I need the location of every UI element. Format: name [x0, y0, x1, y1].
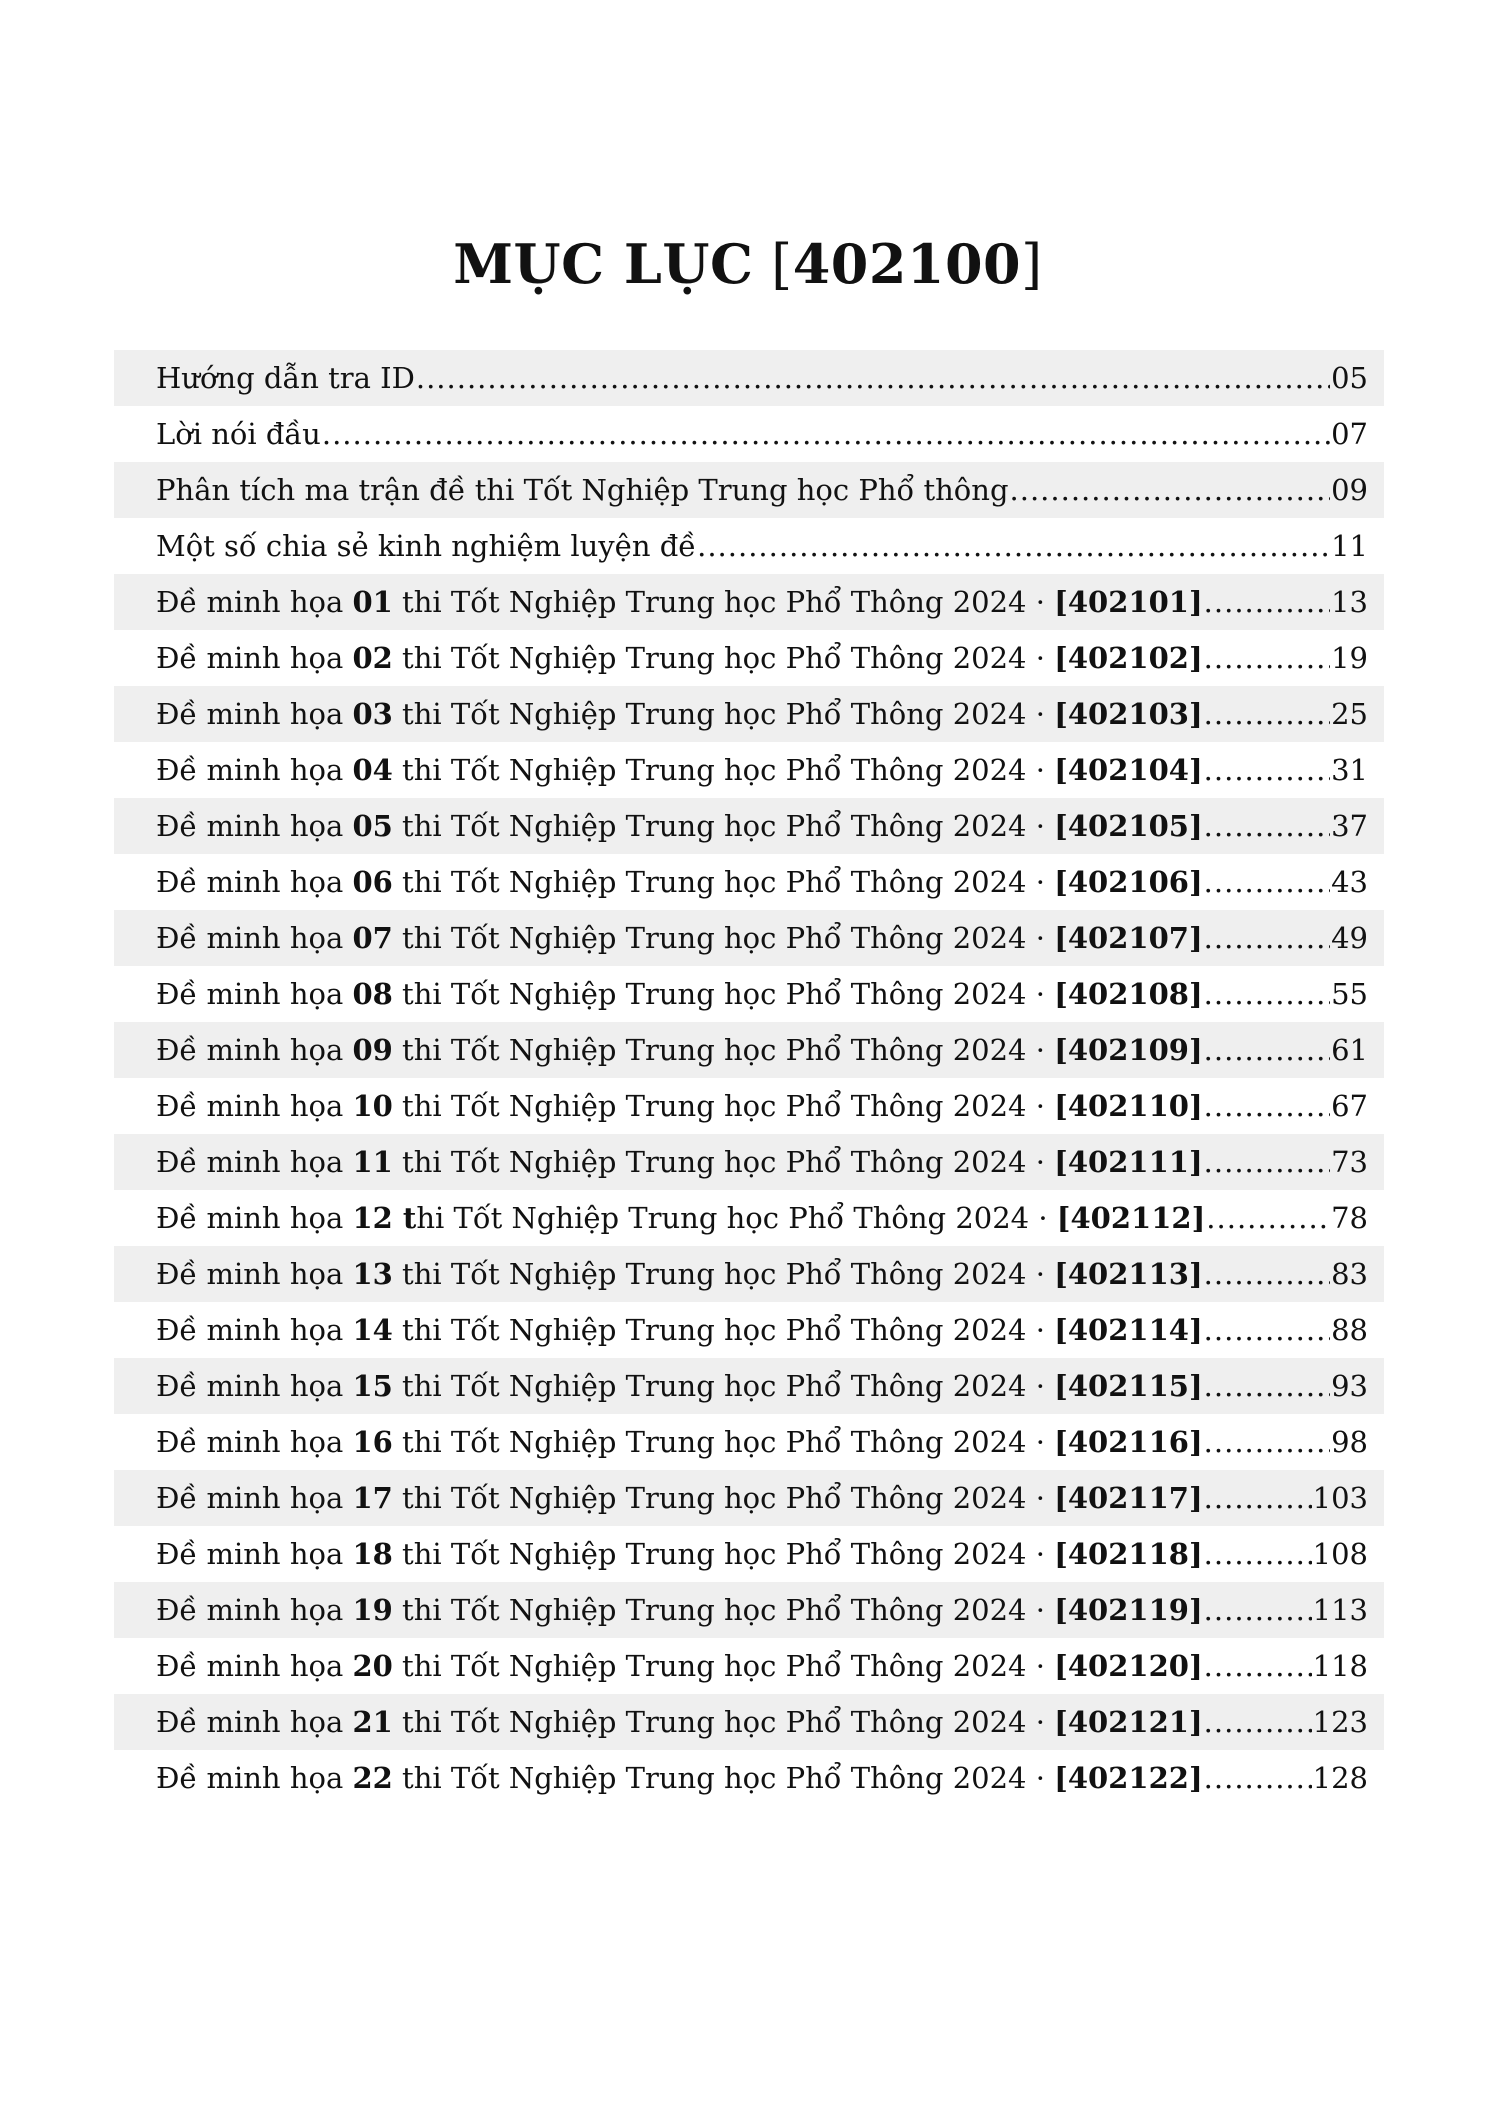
toc-entry-title: Lời nói đầu	[156, 417, 321, 451]
entry-description: thi Tốt Nghiệp Trung học Phổ Thông 2024 ·	[392, 1649, 1055, 1683]
toc-page-number: 13	[1331, 585, 1368, 619]
toc-entry-title	[156, 753, 1203, 787]
dot-leader	[1204, 1705, 1312, 1739]
toc-page-number: 113	[1312, 1593, 1368, 1627]
entry-prefix: Đề minh họa	[156, 1761, 353, 1795]
dot-leader	[1204, 697, 1330, 731]
exam-id: [402105]	[1054, 809, 1203, 843]
toc-page-number: 93	[1331, 1369, 1368, 1403]
toc-entry[interactable]	[114, 1470, 1384, 1526]
title-bracket-open: [	[753, 233, 793, 296]
entry-description: thi Tốt Nghiệp Trung học Phổ Thông 2024 ·	[392, 1313, 1055, 1347]
toc-entry[interactable]	[114, 1750, 1384, 1806]
dot-leader	[697, 529, 1330, 563]
entry-description: thi Tốt Nghiệp Trung học Phổ Thông 2024 ·	[392, 1481, 1055, 1515]
dot-leader	[416, 361, 1330, 395]
exam-number: 18	[352, 1537, 393, 1571]
toc-entry[interactable]	[114, 350, 1384, 406]
toc-entry-title	[156, 1705, 1203, 1739]
toc-entry-title: Phân tích ma trận đề thi Tốt Nghiệp Trung học Phổ thông	[156, 473, 1009, 507]
dot-leader	[1204, 1033, 1330, 1067]
entry-prefix: Đề minh họa	[156, 585, 353, 619]
exam-id: [402114]	[1054, 1313, 1203, 1347]
title-id: 402100	[792, 232, 1022, 296]
entry-description: thi Tốt Nghiệp Trung học Phổ Thông 2024 ·	[392, 921, 1055, 955]
exam-number: 09	[352, 1033, 393, 1067]
exam-number: 22	[352, 1761, 393, 1795]
exam-id: [402115]	[1054, 1369, 1203, 1403]
entry-description: thi Tốt Nghiệp Trung học Phổ Thông 2024 ·	[392, 753, 1055, 787]
entry-description: thi Tốt Nghiệp Trung học Phổ Thông 2024 ·	[392, 865, 1055, 899]
entry-description: thi Tốt Nghiệp Trung học Phổ Thông 2024 ·	[392, 977, 1055, 1011]
entry-description: thi Tốt Nghiệp Trung học Phổ Thông 2024 ·	[392, 1089, 1055, 1123]
toc-entry-title	[156, 1425, 1203, 1459]
entry-prefix: Đề minh họa	[156, 865, 353, 899]
exam-id: [402120]	[1054, 1649, 1203, 1683]
entry-prefix: Đề minh họa	[156, 697, 353, 731]
toc-page-number: 31	[1331, 753, 1368, 787]
toc-page-number: 98	[1331, 1425, 1368, 1459]
entry-prefix: Đề minh họa	[156, 641, 353, 675]
dot-leader	[1204, 1481, 1312, 1515]
toc-page-number: 19	[1331, 641, 1368, 675]
exam-id: [402102]	[1054, 641, 1203, 675]
entry-prefix: Đề minh họa	[156, 1089, 353, 1123]
exam-id: [402106]	[1054, 865, 1203, 899]
toc-entry-title	[156, 921, 1203, 955]
exam-id: [402119]	[1054, 1593, 1203, 1627]
toc-entry[interactable]	[114, 686, 1384, 742]
exam-number: 21	[352, 1705, 393, 1739]
exam-number: 06	[352, 865, 393, 899]
toc-page-number: 07	[1331, 417, 1368, 451]
exam-number: 02	[352, 641, 393, 675]
entry-description: hi Tốt Nghiệp Trung học Phổ Thông 2024 ·	[416, 1201, 1057, 1235]
dot-leader	[1204, 1089, 1330, 1123]
toc-entry-title	[156, 585, 1203, 619]
entry-description: thi Tốt Nghiệp Trung học Phổ Thông 2024 ·	[392, 1705, 1055, 1739]
entry-prefix: Đề minh họa	[156, 921, 353, 955]
title-main: MỤC LỤC	[453, 232, 754, 296]
entry-description: thi Tốt Nghiệp Trung học Phổ Thông 2024 ·	[392, 1593, 1055, 1627]
toc-page-number: 11	[1331, 529, 1368, 563]
exam-number: 19	[352, 1593, 393, 1627]
toc-page-number: 61	[1331, 1033, 1368, 1067]
entry-prefix: Đề minh họa	[156, 1313, 353, 1347]
dot-leader	[1204, 585, 1330, 619]
entry-description: thi Tốt Nghiệp Trung học Phổ Thông 2024 ·	[392, 585, 1055, 619]
exam-number: 12 t	[352, 1201, 417, 1235]
toc-entry[interactable]	[114, 1190, 1384, 1246]
toc-entry-title	[156, 1537, 1203, 1571]
dot-leader	[1204, 1257, 1330, 1291]
entry-prefix: Đề minh họa	[156, 1537, 353, 1571]
exam-id: [402111]	[1054, 1145, 1203, 1179]
toc-entry[interactable]	[114, 574, 1384, 630]
toc-entry-title	[156, 1369, 1203, 1403]
toc-entry[interactable]	[114, 462, 1384, 518]
entry-prefix: Đề minh họa	[156, 1649, 353, 1683]
toc-entry[interactable]	[114, 406, 1384, 462]
dot-leader	[1204, 865, 1330, 899]
dot-leader	[1204, 1649, 1312, 1683]
dot-leader	[1204, 809, 1330, 843]
exam-number: 08	[352, 977, 393, 1011]
toc-entry-title	[156, 1033, 1203, 1067]
exam-number: 11	[352, 1145, 393, 1179]
entry-prefix: Đề minh họa	[156, 1425, 353, 1459]
entry-prefix: Đề minh họa	[156, 1033, 353, 1067]
toc-entry[interactable]	[114, 742, 1384, 798]
toc-page-number: 78	[1331, 1201, 1368, 1235]
exam-id: [402121]	[1054, 1705, 1203, 1739]
exam-number: 20	[352, 1649, 393, 1683]
toc-entry[interactable]	[114, 1246, 1384, 1302]
toc-entry[interactable]	[114, 1638, 1384, 1694]
toc-entry-title: Một số chia sẻ kinh nghiệm luyện đề	[156, 529, 697, 563]
exam-number: 05	[352, 809, 393, 843]
toc-entry-title	[156, 977, 1203, 1011]
dot-leader	[1010, 473, 1331, 507]
entry-prefix: Đề minh họa	[156, 1369, 353, 1403]
exam-id: [402112]	[1056, 1201, 1206, 1235]
entry-prefix: Đề minh họa	[156, 977, 353, 1011]
entry-prefix: Đề minh họa	[156, 1201, 353, 1235]
toc-entry[interactable]	[114, 1134, 1384, 1190]
toc-page-number: 103	[1312, 1481, 1368, 1515]
entry-prefix: Đề minh họa	[156, 1257, 353, 1291]
entry-prefix: Đề minh họa	[156, 1593, 353, 1627]
dot-leader	[1204, 1537, 1312, 1571]
entry-prefix: Đề minh họa	[156, 1145, 353, 1179]
toc-page-number: 88	[1331, 1313, 1368, 1347]
toc-page-number: 123	[1312, 1705, 1368, 1739]
toc-entry[interactable]	[114, 910, 1384, 966]
entry-prefix: Đề minh họa	[156, 809, 353, 843]
toc-page-number: 118	[1312, 1649, 1368, 1683]
table-of-contents	[114, 350, 1384, 1806]
dot-leader	[1204, 1425, 1330, 1459]
dot-leader	[322, 417, 1330, 451]
toc-entry[interactable]	[114, 1022, 1384, 1078]
toc-entry[interactable]	[114, 630, 1384, 686]
exam-id: [402109]	[1054, 1033, 1203, 1067]
exam-id: [402117]	[1054, 1481, 1203, 1515]
dot-leader	[1204, 641, 1330, 675]
entry-description: thi Tốt Nghiệp Trung học Phổ Thông 2024 ·	[392, 1257, 1055, 1291]
toc-entry[interactable]	[114, 798, 1384, 854]
exam-id: [402108]	[1054, 977, 1203, 1011]
exam-id: [402103]	[1054, 697, 1203, 731]
toc-page-number: 09	[1331, 473, 1368, 507]
dot-leader	[1204, 1593, 1312, 1627]
toc-entry[interactable]	[114, 1526, 1384, 1582]
entry-prefix: Đề minh họa	[156, 1705, 353, 1739]
exam-number: 16	[352, 1425, 393, 1459]
toc-entry[interactable]	[114, 518, 1384, 574]
toc-page-number: 43	[1331, 865, 1368, 899]
toc-page-number: 05	[1331, 361, 1368, 395]
exam-number: 17	[352, 1481, 393, 1515]
toc-entry-title	[156, 809, 1203, 843]
title-bracket-close: ]	[1021, 233, 1043, 296]
exam-id: [402101]	[1054, 585, 1203, 619]
dot-leader	[1204, 1761, 1312, 1795]
exam-id: [402122]	[1054, 1761, 1203, 1795]
entry-prefix: Đề minh họa	[156, 753, 353, 787]
toc-entry[interactable]	[114, 1694, 1384, 1750]
exam-number: 03	[352, 697, 393, 731]
exam-number: 14	[352, 1313, 393, 1347]
toc-page-number: 73	[1331, 1145, 1368, 1179]
toc-entry[interactable]	[114, 1358, 1384, 1414]
toc-entry-title	[156, 1145, 1203, 1179]
toc-page-number: 25	[1331, 697, 1368, 731]
toc-entry-title	[156, 1649, 1203, 1683]
toc-page-number: 55	[1331, 977, 1368, 1011]
toc-page-number: 128	[1312, 1761, 1368, 1795]
entry-description: thi Tốt Nghiệp Trung học Phổ Thông 2024 ·	[392, 1033, 1055, 1067]
exam-number: 07	[352, 921, 393, 955]
dot-leader	[1204, 1369, 1330, 1403]
entry-prefix: Đề minh họa	[156, 1481, 353, 1515]
toc-entry-title	[156, 641, 1203, 675]
exam-id: [402118]	[1054, 1537, 1203, 1571]
toc-entry-title	[156, 1257, 1203, 1291]
exam-number: 15	[352, 1369, 393, 1403]
exam-id: [402113]	[1054, 1257, 1203, 1291]
exam-number: 01	[352, 585, 393, 619]
toc-page-number: 49	[1331, 921, 1368, 955]
toc-entry-title	[156, 1201, 1205, 1235]
dot-leader	[1204, 977, 1330, 1011]
exam-number: 13	[352, 1257, 393, 1291]
toc-entry[interactable]	[114, 1582, 1384, 1638]
toc-page-number: 37	[1331, 809, 1368, 843]
entry-description: thi Tốt Nghiệp Trung học Phổ Thông 2024 ·	[392, 1369, 1055, 1403]
toc-page-number: 108	[1312, 1537, 1368, 1571]
toc-page-number: 67	[1331, 1089, 1368, 1123]
dot-leader	[1204, 753, 1330, 787]
entry-description: thi Tốt Nghiệp Trung học Phổ Thông 2024 ·	[392, 1537, 1055, 1571]
toc-entry[interactable]	[114, 1078, 1384, 1134]
toc-entry[interactable]	[114, 1302, 1384, 1358]
dot-leader	[1204, 1313, 1330, 1347]
exam-id: [402104]	[1054, 753, 1203, 787]
exam-id: [402107]	[1054, 921, 1203, 955]
exam-number: 04	[352, 753, 393, 787]
toc-entry-title	[156, 1593, 1203, 1627]
toc-entry-title	[156, 1313, 1203, 1347]
toc-entry[interactable]	[114, 854, 1384, 910]
toc-entry-title	[156, 697, 1203, 731]
entry-description: thi Tốt Nghiệp Trung học Phổ Thông 2024 ·	[392, 1761, 1055, 1795]
toc-entry[interactable]	[114, 1414, 1384, 1470]
entry-description: thi Tốt Nghiệp Trung học Phổ Thông 2024 ·	[392, 697, 1055, 731]
exam-number: 10	[352, 1089, 393, 1123]
entry-description: thi Tốt Nghiệp Trung học Phổ Thông 2024 ·	[392, 1145, 1055, 1179]
toc-entry-title	[156, 1761, 1203, 1795]
toc-entry-title	[156, 1481, 1203, 1515]
entry-description: thi Tốt Nghiệp Trung học Phổ Thông 2024 ·	[392, 1425, 1055, 1459]
toc-entry-title	[156, 865, 1203, 899]
dot-leader	[1204, 1145, 1330, 1179]
entry-description: thi Tốt Nghiệp Trung học Phổ Thông 2024 ·	[392, 641, 1055, 675]
dot-leader	[1204, 921, 1330, 955]
exam-id: [402110]	[1054, 1089, 1203, 1123]
entry-description: thi Tốt Nghiệp Trung học Phổ Thông 2024 ·	[392, 809, 1055, 843]
toc-entry[interactable]	[114, 966, 1384, 1022]
dot-leader	[1206, 1201, 1330, 1235]
toc-page-number: 83	[1331, 1257, 1368, 1291]
toc-entry-title: Hướng dẫn tra ID	[156, 361, 415, 395]
exam-id: [402116]	[1054, 1425, 1203, 1459]
page-title	[0, 232, 1496, 297]
toc-entry-title	[156, 1089, 1203, 1123]
